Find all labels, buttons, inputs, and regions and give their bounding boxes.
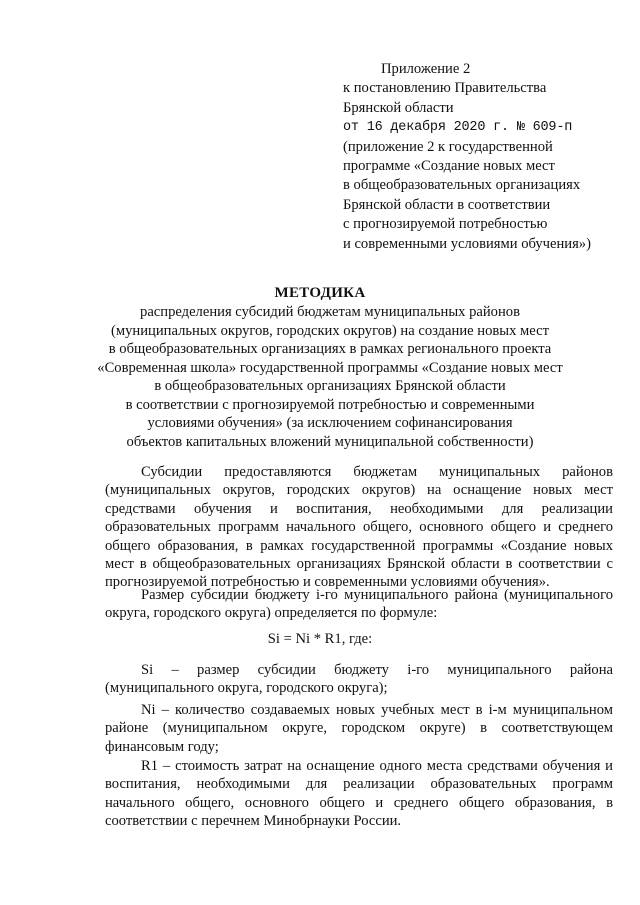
paragraph-ni-definition: Ni – количество создаваемых новых учебных мест в i-м муниципальном районе (муниципальном округе, городском округе) в соответствующем финансовым году; xyxy=(105,702,613,755)
subtitle-line: в общеобразовательных организациях в рамках регионального проекта xyxy=(108,341,552,357)
appendix-line: и современными условиями обучения») xyxy=(343,235,591,252)
appendix-line: программе «Создание новых мест xyxy=(343,158,555,175)
document-title: МЕТОДИКА xyxy=(274,285,366,301)
subtitle-line: «Современная школа» государственной программы «Создание новых мест xyxy=(97,359,563,376)
subtitle-line: в соответствии с прогнозируемой потребностью и современными xyxy=(125,396,535,413)
document-subtitle xyxy=(60,303,600,451)
appendix-line: к постановлению Правительства xyxy=(343,80,547,97)
appendix-title: Приложение 2 xyxy=(381,61,471,77)
appendix-line: (приложение 2 к государственной xyxy=(343,138,553,155)
subtitle-line: объектов капитальных вложений муниципальной собственности) xyxy=(126,433,534,450)
appendix-line: в общеобразовательных организациях xyxy=(343,177,581,194)
appendix-date-number: от 16 декабря 2020 г. № 609-п xyxy=(343,120,573,136)
subtitle-line: в общеобразовательных организациях Брянской области xyxy=(154,378,506,394)
appendix-line: с прогнозируемой потребностью xyxy=(343,216,548,233)
paragraph-r1-definition: R1 – стоимость затрат на оснащение одного места средствами обучения и воспитания, необходимыми для реализации образовательных программ начального общего, основного общего и среднего общего образования, в соответствии с перечнем Минобрнауки России. xyxy=(105,758,613,830)
formula: Si = Ni * R1, где: xyxy=(267,631,373,647)
subtitle-line: распределения субсидий бюджетам муниципальных районов xyxy=(140,304,520,320)
appendix-line: Брянской области в соответствии xyxy=(343,196,551,213)
subtitle-line: условиями обучения» (за исключением софинансирования xyxy=(147,415,513,431)
appendix-header xyxy=(343,60,633,254)
paragraph-subsidies: Субсидии предоставляются бюджетам муниципальных районов (муниципальных округов, городских округов) на оснащение новых мест средствами обучения и воспитания, необходимыми для реализации образовательных программ начального общего, основного общего и среднего общего образования, в рамках государственной программы «Создание новых мест в общеобразовательных организациях Брянской области в соответствии с прогнозируемой потребностью и современными условиями обучения». xyxy=(105,464,613,591)
appendix-line: Брянской области xyxy=(343,99,454,116)
paragraph-formula-intro: Размер субсидии бюджету i-го муниципального района (муниципального округа, городского округа) определяется по формуле: xyxy=(105,587,613,622)
paragraph-si-definition: Si – размер субсидии бюджету i-го муниципального района (муниципального округа, городского округа); xyxy=(105,662,613,697)
subtitle-line: (муниципальных округов, городских округов) на создание новых мест xyxy=(111,322,549,339)
